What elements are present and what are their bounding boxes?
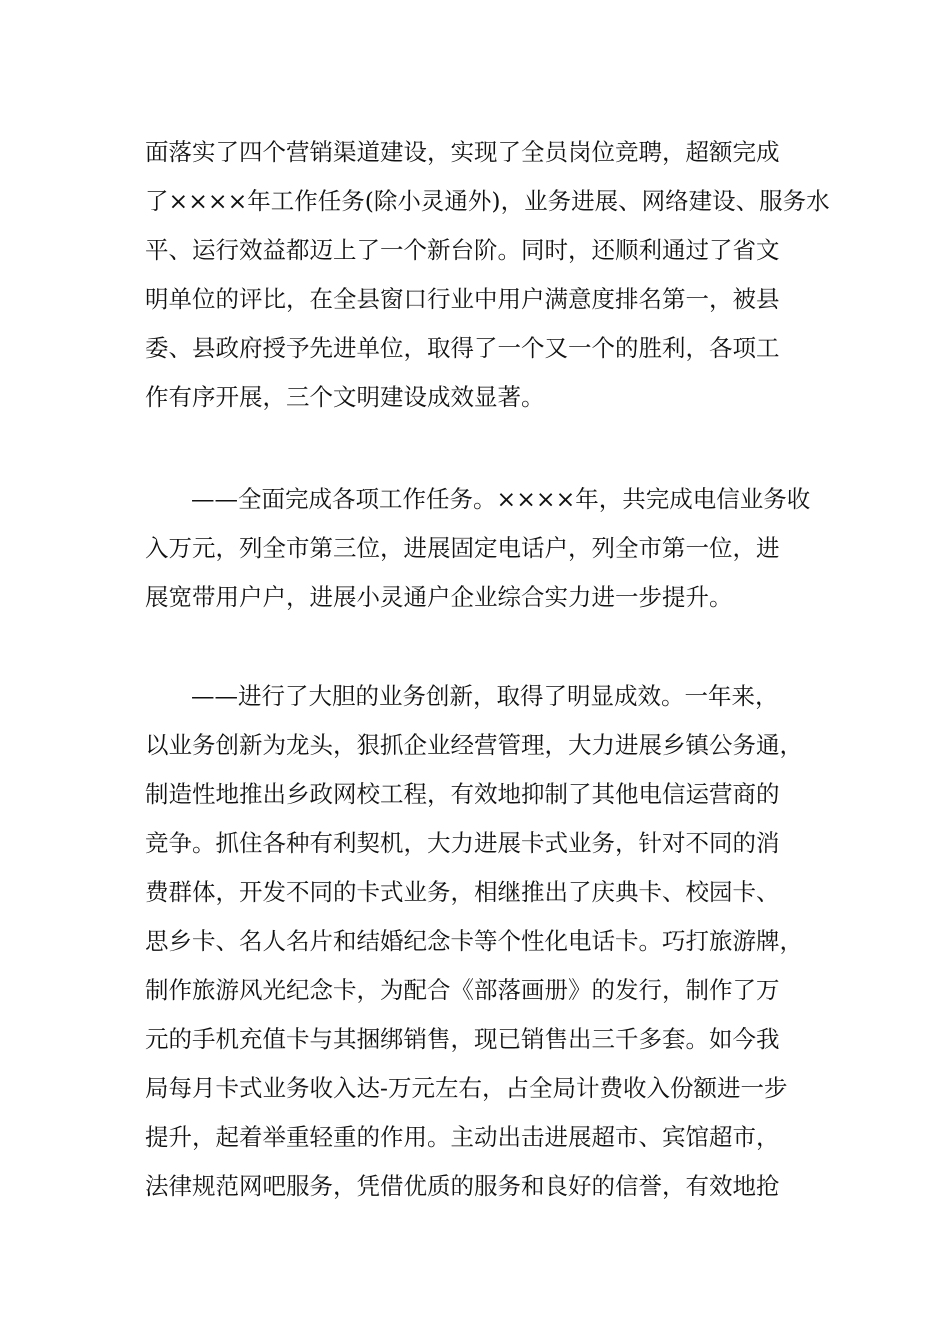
paragraph-3-line-3: 制造性地推出乡政网校工程，有效地抑制了其他电信运营商的 <box>145 780 780 808</box>
paragraph-3-line-1: ——进行了大胆的业务创新，取得了明显成效。一年来， <box>191 682 779 710</box>
paragraph-1-line-5: 委、县政府授予先进单位，取得了一个又一个的胜利，各项工 <box>145 334 780 362</box>
paragraph-2-line-2: 入万元，列全市第三位，进展固定电话户，列全市第一位，进 <box>145 534 780 562</box>
paragraph-3-line-5: 费群体，开发不同的卡式业务，相继推出了庆典卡、校园卡、 <box>145 878 780 906</box>
paragraph-3-line-2: 以业务创新为龙头，狠抓企业经营管理，大力进展乡镇公务通， <box>145 731 803 759</box>
paragraph-1-line-2: 了××××年工作任务(除小灵通外)，业务进展、网络建设、服务水 <box>145 187 830 215</box>
paragraph-2-line-3: 展宽带用户户，进展小灵通户企业综合实力进一步提升。 <box>145 583 733 611</box>
paragraph-1-line-6: 作有序开展，三个文明建设成效显著。 <box>145 383 545 411</box>
paragraph-3-line-10: 提升，起着举重轻重的作用。主动出击进展超市、宾馆超市， <box>145 1123 780 1151</box>
paragraph-2-line-1: ——全面完成各项工作任务。××××年，共完成电信业务收 <box>191 485 811 513</box>
paragraph-1-line-3: 平、运行效益都迈上了一个新台阶。同时，还顺利通过了省文 <box>145 236 780 264</box>
paragraph-3-line-11: 法律规范网吧服务，凭借优质的服务和良好的信誉，有效地抢 <box>145 1172 780 1200</box>
paragraph-3-line-7: 制作旅游风光纪念卡，为配合《部落画册》的发行，制作了万 <box>145 976 780 1004</box>
paragraph-3-line-9: 局每月卡式业务收入达-万元左右，占全局计费收入份额进一步 <box>145 1074 788 1102</box>
paragraph-1-line-1: 面落实了四个营销渠道建设，实现了全员岗位竞聘，超额完成 <box>145 138 780 166</box>
paragraph-3-line-8: 元的手机充值卡与其捆绑销售，现已销售出三千多套。如今我 <box>145 1025 780 1053</box>
paragraph-1-line-4: 明单位的评比，在全县窗口行业中用户满意度排名第一，被县 <box>145 285 780 313</box>
paragraph-3-line-6: 思乡卡、名人名片和结婚纪念卡等个性化电话卡。巧打旅游牌， <box>145 927 803 955</box>
paragraph-3-line-4: 竞争。抓住各种有利契机，大力进展卡式业务，针对不同的消 <box>145 829 780 857</box>
